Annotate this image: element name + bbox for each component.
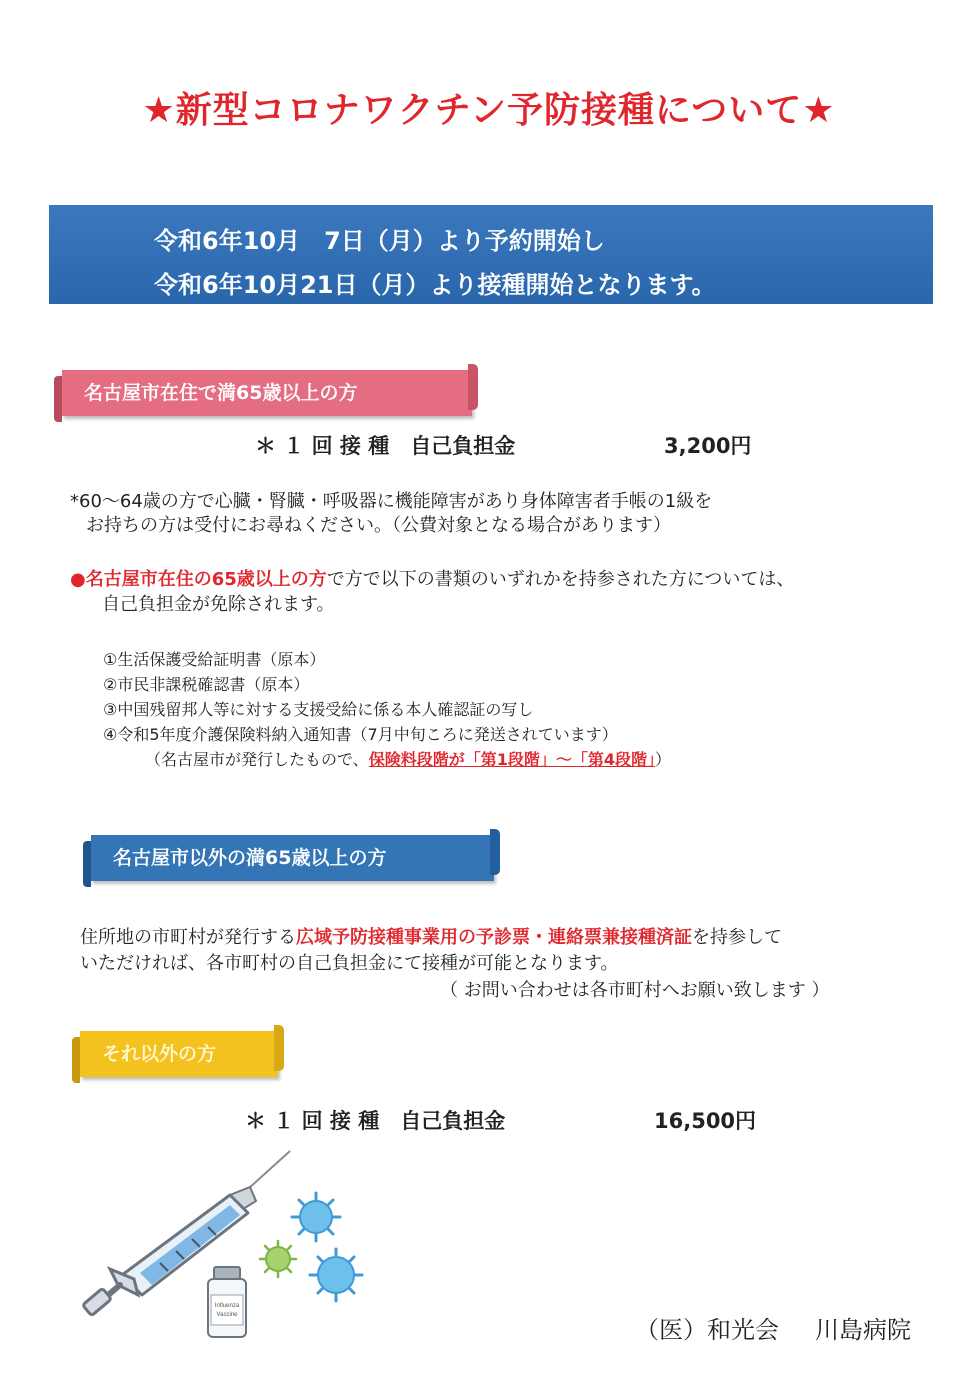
note-line-1: *60～64歳の方で心臓・腎臓・呼吸器に機能障害があり身体障害者手帳の1級を — [70, 491, 713, 512]
footer-hospital: 川島病院 — [815, 1316, 911, 1344]
outside-line-1-prefix: 住所地の市町村が発行する — [80, 927, 296, 948]
exemption-text — [70, 567, 794, 593]
vial-label-line-1: Influenza — [214, 1303, 240, 1309]
virus-icon — [260, 1241, 296, 1277]
note-line-2: お持ちの方は受付にお尋ねください。（公費対象となる場合があります） — [86, 515, 671, 536]
document-note — [145, 747, 671, 773]
document-item: ②市民非課税確認書（原本） — [103, 675, 310, 694]
banner-line-vaccination: 令和6年10月21日（月）より接種開始となります。 — [154, 271, 716, 299]
footer-organization: （医）和光会 — [635, 1316, 779, 1344]
virus-icon — [292, 1193, 340, 1241]
vaccine-illustration — [80, 1145, 390, 1345]
vaccine-vial-icon — [208, 1267, 246, 1337]
page-title: ★新型コロナワクチン予防接種について★ — [142, 90, 836, 131]
heading-nagoya-residents: 名古屋市在住で満65歳以上の方 — [62, 370, 472, 416]
outside-document-name: 広域予防接種事業用の予診票・連絡票兼接種済証 — [296, 927, 692, 948]
schedule-banner — [49, 205, 933, 304]
outside-line-1 — [80, 925, 782, 951]
fee-amount-others: 16,500円 — [654, 1109, 757, 1133]
exemption-line-2: 自己負担金が免除されます。 — [102, 594, 335, 615]
heading-others: それ以外の方 — [80, 1031, 278, 1077]
fee-label-nagoya: ＊ １ 回 接 種 自己負担金 — [255, 434, 516, 458]
fee-amount-nagoya: 3,200円 — [664, 434, 752, 458]
outside-inquiry-note: （ お問い合わせは各市町村へお願い致します ） — [440, 980, 830, 1001]
virus-icon — [310, 1249, 362, 1301]
document-item: ①生活保護受給証明書（原本） — [103, 650, 326, 669]
heading-outside-nagoya: 名古屋市以外の満65歳以上の方 — [91, 835, 494, 881]
fee-label-others: ＊ １ 回 接 種 自己負担金 — [245, 1109, 506, 1133]
document-note-prefix: （名古屋市が発行したもので、 — [145, 750, 369, 769]
document-item: ④令和5年度介護保険料納入通知書（7月中旬ころに発送されています） — [103, 725, 618, 744]
banner-line-reservation: 令和6年10月 7日（月）より予約開始し — [154, 227, 605, 255]
document-item: ③中国残留邦人等に対する支援受給に係る本人確認証の写し — [103, 700, 534, 719]
document-note-suffix: ） — [654, 750, 671, 769]
outside-line-1-suffix: を持参して — [692, 927, 782, 948]
syringe-icon — [83, 1151, 290, 1316]
exemption-rest: で方で以下の書類のいずれかを持参された方については、 — [326, 569, 795, 590]
vial-label-line-2: Vaccine — [216, 1312, 238, 1318]
outside-line-2: いただければ、各市町村の自己負担金にて接種が可能となります。 — [80, 953, 619, 974]
exemption-lead: ●名古屋市在住の65歳以上の方 — [70, 569, 327, 590]
document-note-highlight: 保険料段階が「第1段階」～「第4段階」 — [368, 750, 655, 769]
